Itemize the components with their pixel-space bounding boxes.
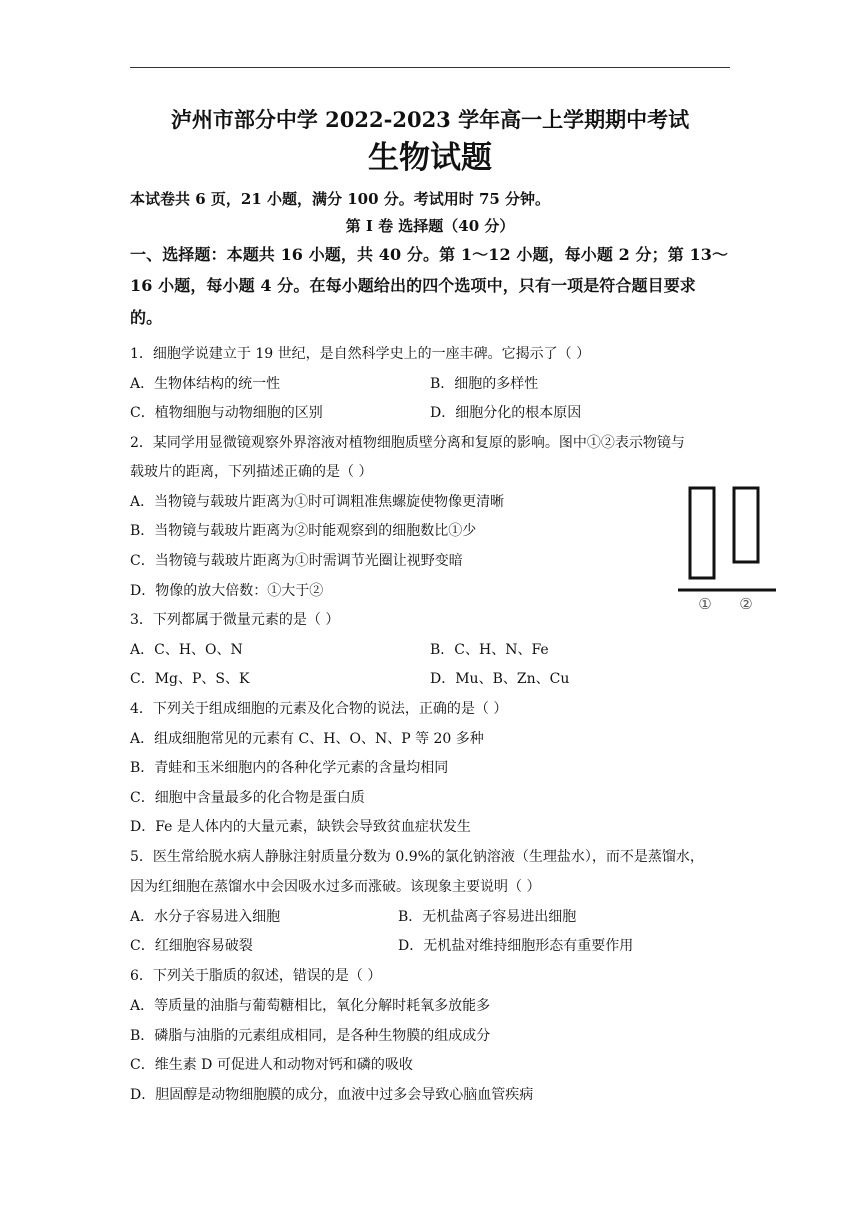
q2-option-a: A．当物镜与载玻片距离为①时可调粗准焦螺旋使物像更清晰 bbox=[130, 494, 505, 510]
q2-stem-line-1: 2．某同学用显微镜观察外界溶液对植物细胞质壁分离和复原的影响。图中①②表示物镜与 bbox=[130, 435, 685, 451]
q2-option-b: B．当物镜与载玻片距离为②时能观察到的细胞数比①少 bbox=[130, 523, 477, 539]
objective-1-shape bbox=[690, 488, 714, 578]
q3-option-b: B．C、H、N、Fe bbox=[430, 642, 549, 658]
q1-option-c: C．植物细胞与动物细胞的区别 bbox=[130, 405, 323, 421]
exam-title: 泸州市部分中学 2022-2023 学年高一上学期期中考试 bbox=[170, 107, 690, 132]
instructions-line-2: 16 小题，每小题 4 分。在每小题给出的四个选项中，只有一项是符合题目要求 bbox=[130, 276, 696, 295]
q6-option-b: B．磷脂与油脂的元素组成相同，是各种生物膜的组成成分 bbox=[130, 1028, 491, 1044]
q4-option-a: A．组成细胞常见的元素有 C、H、O、N、P 等 20 多种 bbox=[130, 731, 484, 747]
subject-title: 生物试题 bbox=[368, 140, 492, 176]
q3-option-a: A．C、H、O、N bbox=[130, 642, 243, 658]
q6-stem: 6．下列关于脂质的叙述，错误的是（ ） bbox=[130, 968, 382, 984]
instructions-line-1: 一、选择题：本题共 16 小题，共 40 分。第 1～12 小题，每小题 2 分；第 13～ bbox=[130, 245, 729, 264]
instructions-line-3: 的。 bbox=[130, 308, 163, 327]
q3-stem: 3．下列都属于微量元素的是（ ） bbox=[130, 612, 340, 628]
label-2: ② bbox=[739, 595, 753, 613]
q5-option-c: C．红细胞容易破裂 bbox=[130, 938, 253, 954]
q2-option-d: D．物像的放大倍数：①大于② bbox=[130, 583, 324, 599]
objective-2-shape bbox=[734, 488, 758, 562]
q4-stem: 4．下列关于组成细胞的元素及化合物的说法，正确的是（ ） bbox=[130, 701, 508, 717]
q4-option-d: D．Fe 是人体内的大量元素，缺铁会导致贫血症状发生 bbox=[130, 819, 471, 835]
label-1: ① bbox=[698, 595, 712, 613]
q5-stem-line-2: 因为红细胞在蒸馏水中会因吸水过多而涨破。该现象主要说明（ ） bbox=[130, 879, 541, 895]
q4-option-b: B．青蛙和玉米细胞内的各种化学元素的含量均相同 bbox=[130, 760, 449, 776]
q6-option-d: D．胆固醇是动物细胞膜的成分，血液中过多会导致心脑血管疾病 bbox=[130, 1087, 534, 1103]
q3-option-c: C．Mg、P、S、K bbox=[130, 671, 250, 687]
q4-option-c: C．细胞中含量最多的化合物是蛋白质 bbox=[130, 790, 365, 806]
q2-option-c: C．当物镜与载玻片距离为①时需调节光圈让视野变暗 bbox=[130, 553, 463, 569]
exam-info: 本试卷共 6 页，21 小题，满分 100 分。考试用时 75 分钟。 bbox=[130, 190, 551, 208]
q1-stem: 1．细胞学说建立于 19 世纪，是自然科学史上的一座丰碑。它揭示了（ ） bbox=[130, 346, 591, 362]
q1-option-d: D．细胞分化的根本原因 bbox=[430, 405, 582, 421]
q1-option-a: A．生物体结构的统一性 bbox=[130, 376, 281, 392]
q2-stem-line-2: 载玻片的距离，下列描述正确的是（ ） bbox=[130, 464, 373, 480]
q5-stem-line-1: 5．医生常给脱水病人静脉注射质量分数为 0.9%的氯化钠溶液（生理盐水），而不是蒸馏水， bbox=[130, 849, 704, 865]
header-rule bbox=[130, 67, 730, 68]
q1-option-b: B．细胞的多样性 bbox=[430, 376, 539, 392]
q6-option-a: A．等质量的油脂与葡萄糖相比，氧化分解时耗氧多放能多 bbox=[130, 998, 491, 1014]
q3-option-d: D．Mu、B、Zn、Cu bbox=[430, 671, 570, 687]
q5-option-d: D．无机盐对维持细胞形态有重要作用 bbox=[398, 938, 634, 954]
q5-option-a: A．水分子容易进入细胞 bbox=[130, 909, 281, 925]
objective-distance-diagram bbox=[676, 482, 780, 618]
q6-option-c: C．维生素 D 可促进人和动物对钙和磷的吸收 bbox=[130, 1057, 413, 1073]
q5-option-b: B．无机盐离子容易进出细胞 bbox=[398, 909, 577, 925]
section-heading: 第 I 卷 选择题（40 分） bbox=[345, 217, 515, 235]
